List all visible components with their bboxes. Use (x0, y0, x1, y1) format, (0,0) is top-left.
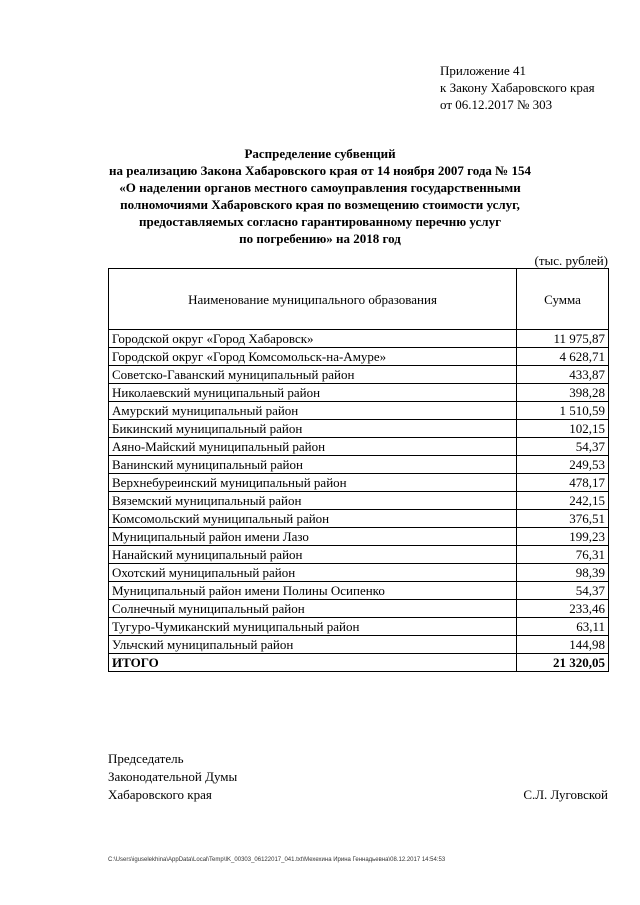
municipality-name: Муниципальный район имени Лазо (109, 528, 517, 546)
table-row (109, 384, 609, 402)
subvention-amount: 433,87 (517, 366, 609, 384)
title-line-6: по погребению» на 2018 год (239, 231, 401, 246)
table-row (109, 618, 609, 636)
municipality-name: Нанайский муниципальный район (109, 546, 517, 564)
table-row (109, 546, 609, 564)
header-sum: Сумма (517, 269, 609, 330)
appendix-date-number: от 06.12.2017 № 303 (440, 97, 553, 112)
subvention-amount: 102,15 (517, 420, 609, 438)
table-row (109, 456, 609, 474)
municipality-name: Ванинский муниципальный район (109, 456, 517, 474)
appendix-header (440, 62, 595, 113)
table-row (109, 600, 609, 618)
title-line-2: на реализацию Закона Хабаровского края от 14 ноября 2007 года № 154 (109, 163, 531, 178)
subvention-amount: 54,37 (517, 438, 609, 456)
subvention-amount: 249,53 (517, 456, 609, 474)
title-line-4: полномочиями Хабаровского края по возмещению стоимости услуг, (120, 197, 520, 212)
title-line-5: предоставляемых согласно гарантированному перечню услуг (138, 214, 501, 229)
table-row (109, 438, 609, 456)
subvention-amount: 1 510,59 (517, 402, 609, 420)
municipality-name: Тугуро-Чумиканский муниципальный район (109, 618, 517, 636)
table-row (109, 582, 609, 600)
signature-position-2: Законодательной Думы (108, 769, 238, 784)
table-row (109, 366, 609, 384)
table-row (109, 348, 609, 366)
subvention-amount: 76,31 (517, 546, 609, 564)
municipality-name: Советско-Гаванский муниципальный район (109, 366, 517, 384)
appendix-number: Приложение 41 (440, 63, 527, 78)
header-name: Наименование муниципального образования (109, 269, 517, 330)
municipality-name: Солнечный муниципальный район (109, 600, 517, 618)
total-row (109, 654, 609, 672)
municipality-name: Вяземский муниципальный район (109, 492, 517, 510)
subvention-amount: 242,15 (517, 492, 609, 510)
title-line-3: «О наделении органов местного самоуправления государственными (119, 180, 521, 195)
municipality-name: Николаевский муниципальный район (109, 384, 517, 402)
municipality-name: Бикинский муниципальный район (109, 420, 517, 438)
table-row (109, 564, 609, 582)
municipality-name: Городской округ «Город Хабаровск» (109, 330, 517, 348)
table-row (109, 330, 609, 348)
subvention-amount: 54,37 (517, 582, 609, 600)
table-row (109, 402, 609, 420)
subvention-amount: 11 975,87 (517, 330, 609, 348)
municipality-name: Комсомольский муниципальный район (109, 510, 517, 528)
appendix-law-reference: к Закону Хабаровского края (440, 80, 595, 95)
municipality-name: Амурский муниципальный район (109, 402, 517, 420)
subvention-amount: 4 628,71 (517, 348, 609, 366)
municipality-name: Верхнебуреинский муниципальный район (109, 474, 517, 492)
municipality-name: Охотский муниципальный район (109, 564, 517, 582)
municipality-name: Городской округ «Город Комсомольск-на-Амуре» (109, 348, 517, 366)
table-row (109, 636, 609, 654)
document-title (100, 145, 540, 247)
municipality-name: Муниципальный район имени Полины Осипенко (109, 582, 517, 600)
signer-name: С.Л. Луговской (523, 787, 608, 802)
table-body (109, 330, 609, 654)
signature-position-1: Председатель (108, 751, 184, 766)
table-row (109, 420, 609, 438)
subvention-amount: 233,46 (517, 600, 609, 618)
subvention-amount: 98,39 (517, 564, 609, 582)
signature-position-3: Хабаровского края (108, 787, 212, 802)
total-value: 21 320,05 (517, 654, 609, 672)
subvention-amount: 144,98 (517, 636, 609, 654)
municipality-name: Аяно-Майский муниципальный район (109, 438, 517, 456)
table-row (109, 510, 609, 528)
total-label: ИТОГО (109, 654, 517, 672)
table-row (109, 528, 609, 546)
table-row (109, 474, 609, 492)
signature-block (108, 750, 237, 804)
units-label: (тыс. рублей) (534, 253, 608, 268)
title-line-1: Распределение субвенций (244, 146, 396, 161)
subvention-amount: 63,11 (517, 618, 609, 636)
municipality-name: Ульчский муниципальный район (109, 636, 517, 654)
subvention-amount: 398,28 (517, 384, 609, 402)
table-row (109, 492, 609, 510)
subvention-amount: 478,17 (517, 474, 609, 492)
file-path-footer: C:\Users\iguselekhina\AppData\Local\Temp\IK_00303_06122017_041.txt\Мехехина Ирина Геннадьевна\08.12.2017 14:54:53 (108, 857, 446, 863)
subvention-table (108, 268, 609, 672)
table-header-row (109, 269, 609, 330)
subvention-amount: 199,23 (517, 528, 609, 546)
subvention-amount: 376,51 (517, 510, 609, 528)
